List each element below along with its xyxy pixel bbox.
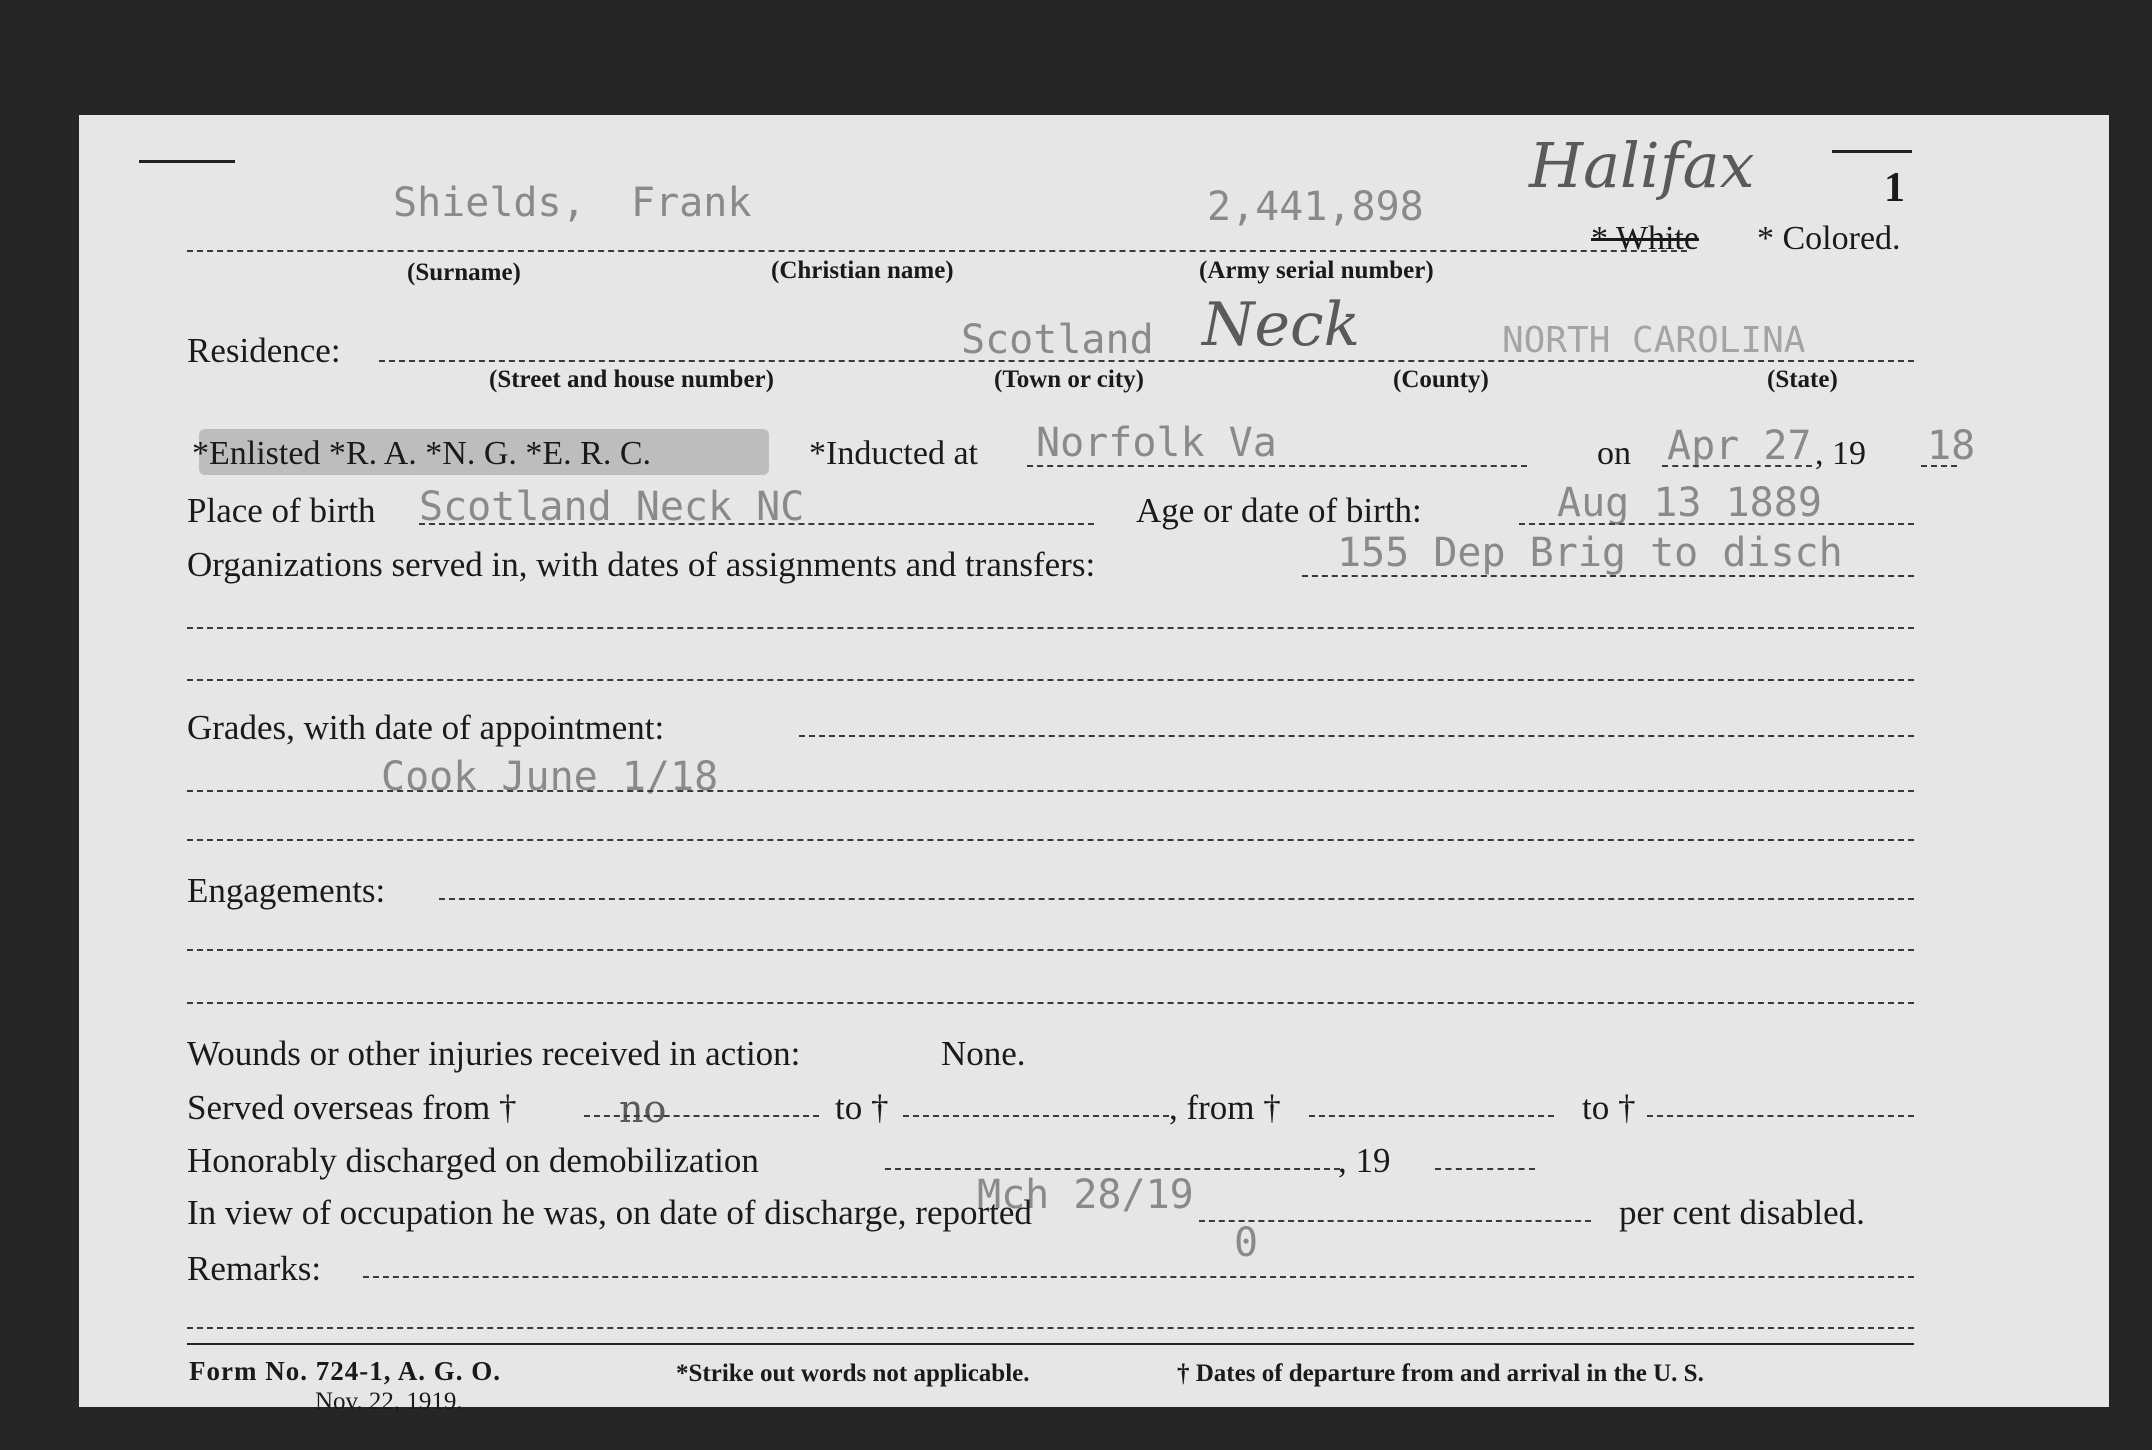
overseas-to2-line (1647, 1115, 1914, 1117)
inducted-year-prefix: , 19 (1815, 435, 1866, 472)
overseas-from-value: no (619, 1087, 667, 1131)
place-of-birth-value: Scotland Neck NC (419, 484, 805, 530)
remarks-label: Remarks: (187, 1249, 322, 1288)
engagements-label: Engagements: (187, 871, 386, 910)
footer-rule (187, 1343, 1914, 1345)
christian-name-value: Frank (631, 180, 752, 226)
form-number: Form No. 724-1, A. G. O. (189, 1356, 501, 1386)
residence-town-written: Neck (1202, 290, 1360, 360)
grades-line-1 (799, 735, 1914, 737)
disability-suffix: per cent disabled. (1619, 1193, 1865, 1232)
overseas-from2-label: , from † (1169, 1088, 1281, 1127)
residence-label: Residence: (187, 331, 341, 370)
service-record-card (79, 115, 2109, 1415)
discharge-label: Honorably discharged on demobilization (187, 1141, 759, 1180)
residence-line (379, 360, 1914, 362)
organizations-line-1 (1302, 575, 1914, 577)
residence-state: NORTH CAROLINA (1502, 320, 1806, 361)
organizations-label: Organizations served in, with dates of assignments and transfers: (187, 545, 1096, 584)
inducted-date-line (1662, 465, 1812, 467)
name-line (187, 250, 1687, 252)
overseas-to2-label: to † (1582, 1088, 1636, 1127)
enlistment-options: *Enlisted *R. A. *N. G. *E. R. C. (192, 435, 652, 472)
remarks-line-1 (363, 1276, 1914, 1278)
county-caption: (County) (1393, 366, 1489, 393)
overseas-from2-line (1309, 1115, 1554, 1117)
remarks-line-2 (187, 1327, 1914, 1329)
serial-number-value: 2,441,898 (1207, 184, 1424, 230)
discharge-year-prefix: , 19 (1338, 1141, 1391, 1180)
wounds-value: None. (941, 1034, 1026, 1073)
grades-label: Grades, with date of appointment: (187, 708, 665, 747)
county-annotation: Halifax (1529, 129, 1755, 202)
discharge-year-line (1435, 1168, 1535, 1170)
surname-caption: (Surname) (407, 259, 521, 286)
place-of-birth-line (419, 523, 1094, 525)
overseas-to-line (903, 1115, 1169, 1117)
dates-note: † Dates of departure from and arrival in the U. S. (1177, 1360, 1704, 1387)
discharge-date: Mch 28/19 (977, 1172, 1194, 1218)
organizations-value: 155 Dep Brig to disch (1337, 530, 1843, 576)
surname-value: Shields, (393, 180, 586, 226)
residence-town-typed: Scotland (961, 317, 1154, 363)
overseas-from-line (584, 1115, 819, 1117)
age-label: Age or date of birth: (1136, 491, 1422, 530)
organizations-line-3 (187, 679, 1914, 681)
disability-value: 0 (1234, 1220, 1259, 1266)
inducted-place: Norfolk Va (1036, 420, 1277, 466)
inducted-year-line (1921, 465, 1957, 467)
town-caption: (Town or city) (994, 366, 1144, 393)
engagements-line-1 (439, 898, 1914, 900)
top-right-rule (1832, 150, 1912, 153)
date-of-birth-value: Aug 13 1889 (1557, 480, 1822, 526)
strike-out-note: *Strike out words not applicable. (676, 1360, 1030, 1387)
discharge-line (885, 1168, 1340, 1170)
place-of-birth-label: Place of birth (187, 491, 376, 530)
form-date: Nov. 22, 1919. (315, 1388, 463, 1415)
inducted-date: Apr 27 (1667, 423, 1812, 469)
grades-value: Cook June 1/18 (381, 754, 719, 800)
engagements-line-2 (187, 949, 1914, 951)
date-of-birth-line (1519, 523, 1914, 525)
disability-label: In view of occupation he was, on date of discharge, reported (187, 1193, 1032, 1232)
state-caption: (State) (1767, 366, 1838, 393)
grades-line-3 (187, 839, 1914, 841)
serial-caption: (Army serial number) (1199, 257, 1434, 284)
top-left-rule (139, 160, 235, 163)
race-colored-option: * Colored. (1757, 220, 1901, 257)
inducted-line (1027, 465, 1527, 467)
inducted-on-label: on (1597, 435, 1631, 472)
grades-line-2 (187, 790, 1914, 792)
engagements-line-3 (187, 1002, 1914, 1004)
race-white-option: * White (1591, 220, 1699, 257)
overseas-label: Served overseas from † (187, 1088, 517, 1127)
inducted-year-suffix: 18 (1927, 423, 1976, 469)
inducted-label: *Inducted at (809, 435, 978, 472)
christian-name-caption: (Christian name) (771, 257, 954, 284)
street-caption: (Street and house number) (489, 366, 774, 393)
overseas-to-label: to † (835, 1088, 889, 1127)
organizations-line-2 (187, 627, 1914, 629)
wounds-label: Wounds or other injuries received in action: (187, 1034, 801, 1073)
card-number: 1 (1884, 165, 1905, 211)
